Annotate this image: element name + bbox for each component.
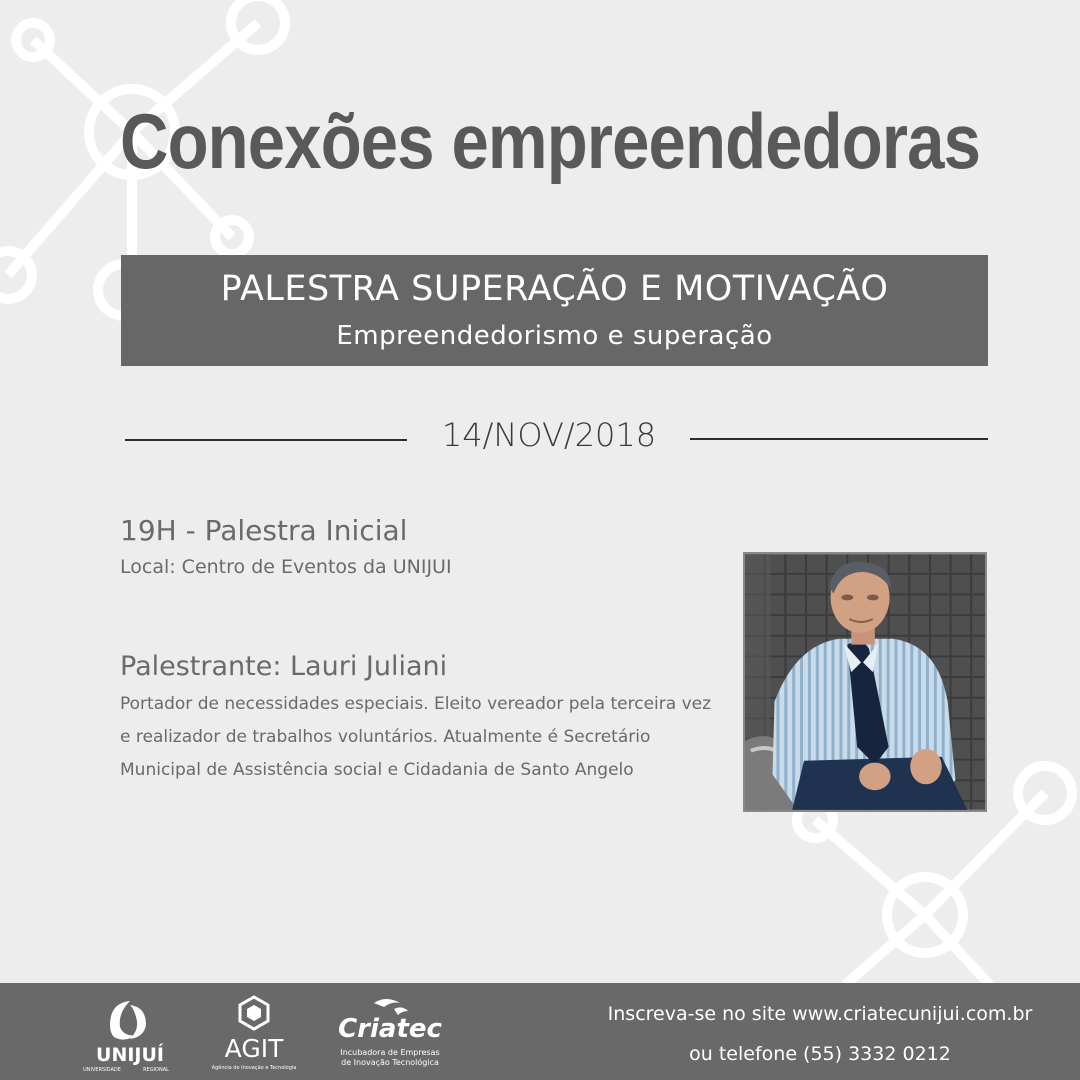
unijui-logo-name: UNIJUÍ [96, 1044, 164, 1066]
unijui-logo [80, 993, 180, 1073]
speaker-bio: Portador de necessidades especiais. Eleito vereador pela terceira vez e realizador de trabalhos voluntários. Atualmente é Secretário Municipal de Assistência social e Cidadania de Santo Angelo [120, 694, 712, 780]
agit-logo-name: AGIT [224, 1034, 284, 1063]
contact-phone[interactable]: ou telefone (55) 3332 0212 [689, 1043, 951, 1065]
agit-logo [212, 993, 296, 1073]
talk-subtitle: Empreendedorismo e superação [336, 321, 773, 351]
talk-banner [121, 255, 988, 366]
session-place: Local: Centro de Eventos da UNIJUI [120, 556, 452, 578]
event-date: 14/NOV/2018 [441, 416, 657, 454]
criatec-logo-name: Criatec [338, 1014, 442, 1044]
signup-website[interactable]: Inscreva-se no site www.criatecunijui.com.br [607, 1003, 1033, 1025]
date-divider-right [690, 438, 988, 440]
date-divider-left [125, 439, 407, 441]
talk-title: PALESTRA SUPERAÇÃO E MOTIVAÇÃO [220, 269, 889, 309]
speaker-name: Palestrante: Lauri Juliani [120, 651, 448, 682]
unijui-logo-caption-left: UNIVERSIDADE [83, 1067, 121, 1073]
speaker-photo [743, 552, 987, 812]
session-time: 19H - Palestra Inicial [120, 514, 408, 547]
agit-logo-caption: Agência de Inovação e Tecnologia [212, 1065, 296, 1071]
criatec-logo-caption-1: Incubadora de Empresas [340, 1048, 440, 1057]
unijui-logo-caption-right: REGIONAL [143, 1067, 169, 1073]
criatec-logo-caption-2: de Inovação Tecnológica [341, 1058, 439, 1067]
footer-bar [0, 983, 1080, 1080]
criatec-logo [334, 993, 454, 1073]
poster-title: Conexões empreendedoras [119, 97, 981, 185]
